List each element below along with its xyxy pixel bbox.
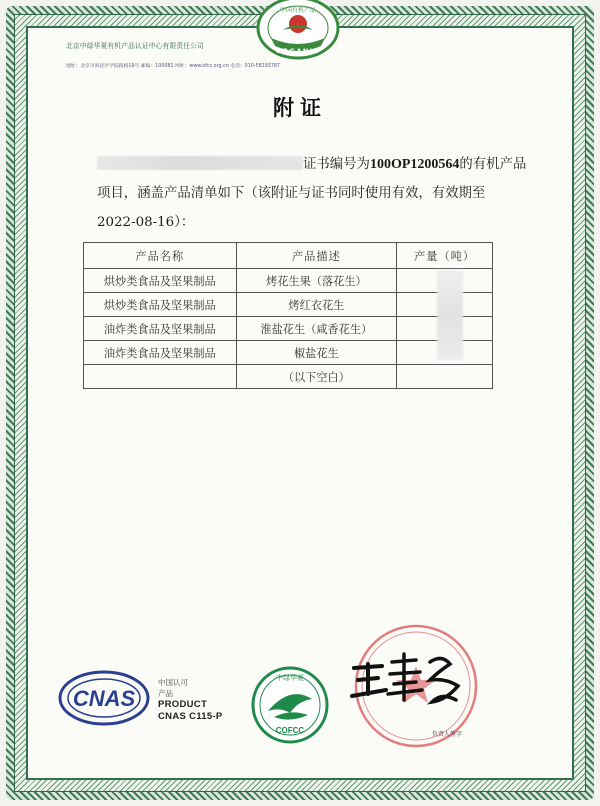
header-product-name: 产品名称	[84, 243, 237, 269]
organic-logo-cn: 中国有机产品	[279, 7, 317, 14]
statement-prefix: 证书编号为	[303, 157, 370, 172]
cell-product-desc: 烤花生果（落花生）	[236, 269, 397, 293]
cell-product-name: 油炸类食品及坚果制品	[84, 317, 237, 341]
cnas-cn-line1: 中国认可	[158, 678, 188, 687]
handwritten-signature	[346, 650, 466, 710]
certificate-statement	[97, 150, 527, 237]
issuer-contact: 地址：北京市海淀区学院路路19号 邮编：100081 网址：www.ofcc.org.cn 电话：010-58193787	[66, 64, 280, 69]
redacted-company	[97, 156, 303, 170]
issuer-name: 北京中绿华夏有机产品认证中心有限责任公司	[66, 42, 204, 50]
table-row	[84, 341, 493, 365]
table-row	[84, 269, 493, 293]
signature-label: 负责人签字	[432, 731, 463, 738]
cnas-en-line1: PRODUCT	[158, 699, 208, 710]
cnas-en-line2: CNAS C115-P	[158, 711, 223, 722]
cofcc-en-text: COFCC	[275, 726, 305, 735]
statement-suffix: 的有机产品项目，涵盖产品清单如下（该附证与证书同时使用有效，有效期至 2022-08-16）：	[97, 157, 527, 230]
cofcc-cn-text: 中绿华夏	[276, 674, 304, 682]
cell-product-name: 烘炒类食品及坚果制品	[84, 269, 237, 293]
cell-product-name	[84, 365, 237, 389]
cell-quantity	[397, 365, 493, 389]
table-row	[84, 317, 493, 341]
organic-logo-en: ORGANIC	[275, 47, 321, 55]
product-table	[83, 242, 493, 389]
table-header-row	[84, 243, 493, 269]
cnas-cn-line2: 产品	[158, 689, 173, 698]
table-row	[84, 365, 493, 389]
header-product-desc: 产品描述	[236, 243, 397, 269]
cell-product-name: 烘炒类食品及坚果制品	[84, 293, 237, 317]
cell-product-desc: 椒盐花生	[236, 341, 397, 365]
cnas-mark-text: CNAS	[72, 686, 136, 711]
cell-product-desc: 烤红衣花生	[236, 293, 397, 317]
cnas-accreditation	[158, 677, 223, 723]
cell-product-name: 油炸类食品及坚果制品	[84, 341, 237, 365]
organic-logo	[249, 0, 347, 62]
header-quantity: 产量（吨）	[397, 243, 493, 269]
redacted-quantities	[437, 270, 463, 360]
cnas-logo	[58, 670, 150, 726]
table-row	[84, 293, 493, 317]
certificate-number: 100OP1200564	[369, 157, 460, 172]
cell-product-desc: （以下空白）	[236, 365, 397, 389]
page-title: 附证	[273, 96, 327, 120]
cofcc-logo	[250, 665, 330, 745]
issuer-header	[66, 40, 280, 69]
cell-product-desc: 淮盐花生（咸香花生）	[236, 317, 397, 341]
